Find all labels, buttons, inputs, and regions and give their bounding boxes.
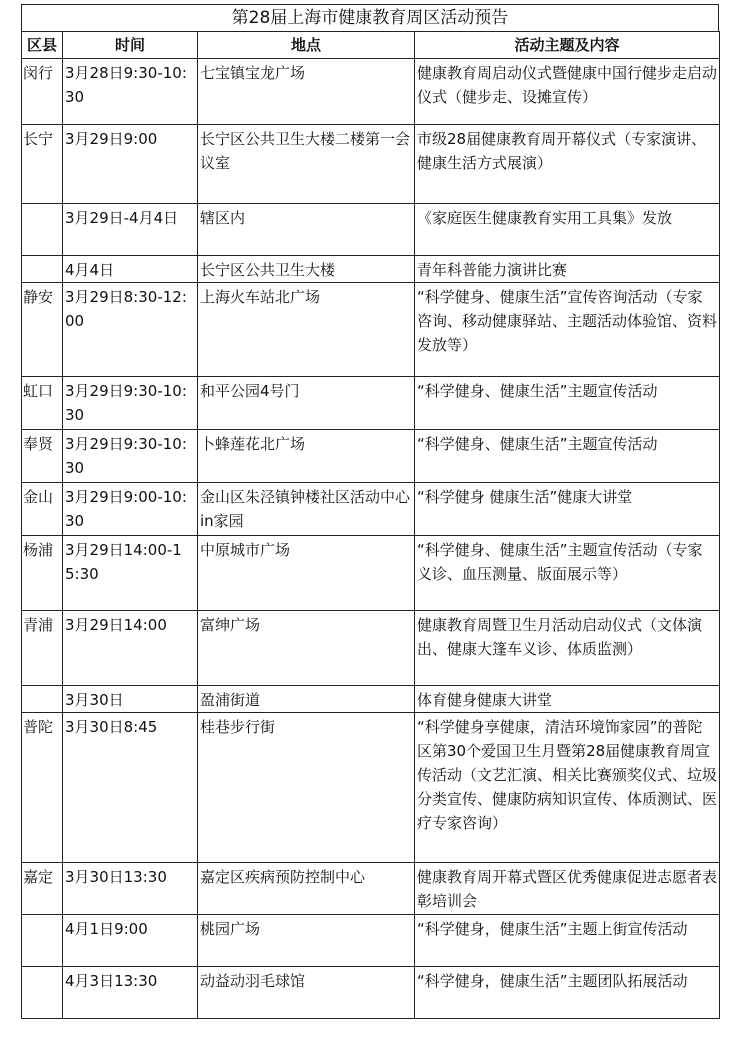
table-row	[22, 59, 720, 125]
time-cell: 3月29日9:30-10:30	[63, 430, 198, 483]
content-cell: “科学健身、健康生活”主题宣传活动	[415, 430, 720, 483]
header-content: 活动主题及内容	[415, 32, 720, 59]
content-cell: 健康教育周暨卫生月活动启动仪式（文体演出、健康大篷车义诊、体质监测）	[415, 611, 720, 686]
table-row	[22, 283, 720, 377]
district-cell: 金山	[22, 483, 63, 536]
time-cell: 3月28日9:30-10:30	[63, 59, 198, 125]
table-row	[22, 204, 720, 256]
table-row	[22, 483, 720, 536]
content-cell: “科学健身、健康生活”主题宣传活动（专家义诊、血压测量、版面展示等）	[415, 536, 720, 611]
district-cell	[22, 967, 63, 1019]
district-cell: 普陀	[22, 713, 63, 863]
time-cell: 3月29日14:00-15:30	[63, 536, 198, 611]
content-cell: “科学健身享健康，清洁环境饰家园”的普陀区第30个爱国卫生月暨第28届健康教育周宣传活动（文艺汇演、相关比赛颁奖仪式、垃圾分类宣传、健康防病知识宣传、体质测试、医疗专家咨询）	[415, 713, 720, 863]
table-row	[22, 256, 720, 283]
time-cell: 3月29日14:00	[63, 611, 198, 686]
content-cell: 健康教育周启动仪式暨健康中国行健步走启动仪式（健步走、设摊宣传）	[415, 59, 720, 125]
content-cell: “科学健身 健康生活”健康大讲堂	[415, 483, 720, 536]
place-cell: 嘉定区疾病预防控制中心	[198, 863, 415, 915]
place-cell: 桂巷步行街	[198, 713, 415, 863]
table-row	[22, 611, 720, 686]
district-cell: 青浦	[22, 611, 63, 686]
time-cell: 3月29日8:30-12:00	[63, 283, 198, 377]
content-cell: “科学健身，健康生活”主题上街宣传活动	[415, 915, 720, 967]
table-row	[22, 915, 720, 967]
time-cell: 3月30日13:30	[63, 863, 198, 915]
table-row	[22, 536, 720, 611]
district-cell: 闵行	[22, 59, 63, 125]
district-cell: 嘉定	[22, 863, 63, 915]
table-row	[22, 377, 720, 430]
district-cell: 杨浦	[22, 536, 63, 611]
content-cell: 市级28届健康教育周开幕仪式（专家演讲、健康生活方式展演）	[415, 125, 720, 204]
content-cell: “科学健身、健康生活”主题宣传活动	[415, 377, 720, 430]
time-cell: 3月29日-4月4日	[63, 204, 198, 256]
document-page	[21, 4, 719, 1019]
table-header-row	[22, 32, 720, 59]
district-cell: 奉贤	[22, 430, 63, 483]
table-row	[22, 686, 720, 713]
time-cell: 4月4日	[63, 256, 198, 283]
district-cell: 长宁	[22, 125, 63, 204]
time-cell: 3月29日9:00-10:30	[63, 483, 198, 536]
place-cell: 盈浦街道	[198, 686, 415, 713]
time-cell: 4月1日9:00	[63, 915, 198, 967]
time-cell: 4月3日13:30	[63, 967, 198, 1019]
header-place: 地点	[198, 32, 415, 59]
table-row	[22, 863, 720, 915]
content-cell: 体育健身健康大讲堂	[415, 686, 720, 713]
content-cell: “科学健身、健康生活”宣传咨询活动（专家咨询、移动健康驿站、主题活动体验馆、资料发放等）	[415, 283, 720, 377]
district-cell	[22, 256, 63, 283]
district-cell	[22, 915, 63, 967]
district-cell	[22, 204, 63, 256]
content-cell: “科学健身，健康生活”主题团队拓展活动	[415, 967, 720, 1019]
place-cell: 中原城市广场	[198, 536, 415, 611]
district-cell	[22, 686, 63, 713]
activity-table	[21, 31, 720, 1019]
header-time: 时间	[63, 32, 198, 59]
place-cell: 和平公园4号门	[198, 377, 415, 430]
district-cell: 虹口	[22, 377, 63, 430]
place-cell: 七宝镇宝龙广场	[198, 59, 415, 125]
table-row	[22, 125, 720, 204]
content-cell: 青年科普能力演讲比赛	[415, 256, 720, 283]
time-cell: 3月29日9:00	[63, 125, 198, 204]
header-district: 区县	[22, 32, 63, 59]
district-cell: 静安	[22, 283, 63, 377]
time-cell: 3月29日9:30-10:30	[63, 377, 198, 430]
table-row	[22, 430, 720, 483]
content-cell: 健康教育周开幕式暨区优秀健康促进志愿者表彰培训会	[415, 863, 720, 915]
table-row	[22, 713, 720, 863]
place-cell: 长宁区公共卫生大楼	[198, 256, 415, 283]
table-row	[22, 967, 720, 1019]
place-cell: 辖区内	[198, 204, 415, 256]
time-cell: 3月30日8:45	[63, 713, 198, 863]
place-cell: 桃园广场	[198, 915, 415, 967]
place-cell: 金山区朱泾镇钟楼社区活动中心in家园	[198, 483, 415, 536]
time-cell: 3月30日	[63, 686, 198, 713]
content-cell: 《家庭医生健康教育实用工具集》发放	[415, 204, 720, 256]
place-cell: 动益动羽毛球馆	[198, 967, 415, 1019]
place-cell: 富绅广场	[198, 611, 415, 686]
place-cell: 卜蜂莲花北广场	[198, 430, 415, 483]
place-cell: 上海火车站北广场	[198, 283, 415, 377]
place-cell: 长宁区公共卫生大楼二楼第一会议室	[198, 125, 415, 204]
page-title: 第28届上海市健康教育周区活动预告	[21, 4, 719, 31]
